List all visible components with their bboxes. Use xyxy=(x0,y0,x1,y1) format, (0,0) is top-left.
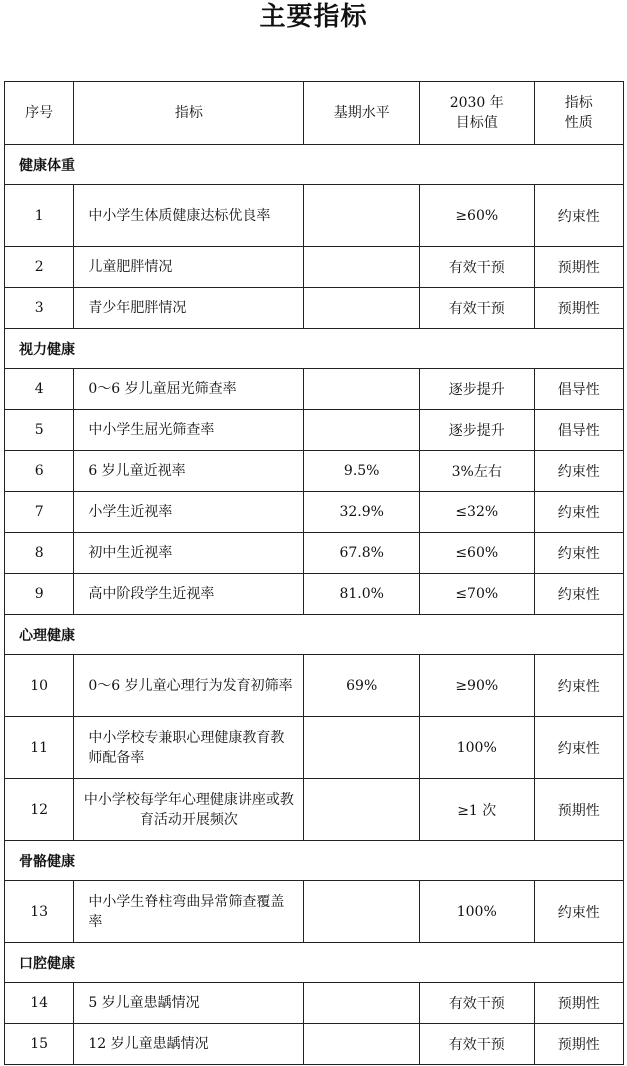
section-row xyxy=(5,145,624,185)
row-baseline: 67.8% xyxy=(304,533,420,574)
row-indicator: 中小学生体质健康达标优良率 xyxy=(74,185,304,247)
header-baseline: 基期水平 xyxy=(304,82,420,145)
row-number: 15 xyxy=(5,1024,74,1065)
row-number: 2 xyxy=(5,247,74,288)
row-baseline: 32.9% xyxy=(304,492,420,533)
header-nature-line1: 指标 xyxy=(564,95,593,111)
row-indicator: 12 岁儿童患龋情况 xyxy=(74,1024,304,1065)
header-target-line2: 目标值 xyxy=(455,115,498,131)
section-row xyxy=(5,841,624,881)
row-target: 100% xyxy=(419,717,534,779)
row-number: 3 xyxy=(5,288,74,329)
section-title: 心理健康 xyxy=(5,615,624,655)
row-number: 7 xyxy=(5,492,74,533)
row-indicator: 高中阶段学生近视率 xyxy=(74,574,304,615)
row-number: 9 xyxy=(5,574,74,615)
table-row xyxy=(5,881,624,943)
row-number: 1 xyxy=(5,185,74,247)
table-row xyxy=(5,779,624,841)
row-target: 有效干预 xyxy=(419,1024,534,1065)
row-number: 4 xyxy=(5,369,74,410)
row-nature: 约束性 xyxy=(534,574,623,615)
table-row xyxy=(5,983,624,1024)
header-nature xyxy=(534,82,623,145)
row-nature: 约束性 xyxy=(534,185,623,247)
table-row xyxy=(5,717,624,779)
row-target: 有效干预 xyxy=(419,983,534,1024)
table-row xyxy=(5,574,624,615)
row-target: 逐步提升 xyxy=(419,369,534,410)
row-baseline xyxy=(304,288,420,329)
row-indicator: 中小学生脊柱弯曲异常筛查覆盖率 xyxy=(74,881,304,943)
row-target: ≤70% xyxy=(419,574,534,615)
row-number: 5 xyxy=(5,410,74,451)
row-number: 8 xyxy=(5,533,74,574)
row-indicator: 0～6 岁儿童屈光筛查率 xyxy=(74,369,304,410)
row-baseline: 9.5% xyxy=(304,451,420,492)
row-baseline: 81.0% xyxy=(304,574,420,615)
table-row xyxy=(5,533,624,574)
row-number: 6 xyxy=(5,451,74,492)
table-row xyxy=(5,369,624,410)
section-title: 口腔健康 xyxy=(5,943,624,983)
row-nature: 约束性 xyxy=(534,492,623,533)
page-title: 主要指标 xyxy=(259,2,368,32)
row-number: 10 xyxy=(5,655,74,717)
row-nature: 约束性 xyxy=(534,655,623,717)
row-target: 3%左右 xyxy=(419,451,534,492)
header-target xyxy=(419,82,534,145)
table-row xyxy=(5,451,624,492)
header-seq: 序号 xyxy=(5,82,74,145)
row-nature: 预期性 xyxy=(534,983,623,1024)
row-target: 逐步提升 xyxy=(419,410,534,451)
row-target: 有效干预 xyxy=(419,288,534,329)
table-row xyxy=(5,247,624,288)
row-target: ≥60% xyxy=(419,185,534,247)
row-indicator: 中小学校每学年心理健康讲座或教育活动开展频次 xyxy=(74,779,304,841)
row-nature: 预期性 xyxy=(534,288,623,329)
row-nature: 预期性 xyxy=(534,1024,623,1065)
row-baseline xyxy=(304,881,420,943)
header-target-line1: 2030 年 xyxy=(449,95,504,111)
row-baseline xyxy=(304,717,420,779)
row-nature: 预期性 xyxy=(534,247,623,288)
row-number: 14 xyxy=(5,983,74,1024)
row-indicator: 小学生近视率 xyxy=(74,492,304,533)
section-row xyxy=(5,943,624,983)
row-indicator: 中小学生屈光筛查率 xyxy=(74,410,304,451)
table-header-row xyxy=(5,82,624,145)
row-nature: 约束性 xyxy=(534,881,623,943)
row-target: 100% xyxy=(419,881,534,943)
row-indicator: 青少年肥胖情况 xyxy=(74,288,304,329)
table-row xyxy=(5,1024,624,1065)
row-baseline xyxy=(304,410,420,451)
row-baseline xyxy=(304,983,420,1024)
row-baseline xyxy=(304,185,420,247)
section-row xyxy=(5,329,624,369)
row-indicator: 6 岁儿童近视率 xyxy=(74,451,304,492)
header-indicator: 指标 xyxy=(74,82,304,145)
row-nature: 约束性 xyxy=(534,717,623,779)
header-nature-line2: 性质 xyxy=(564,115,593,131)
section-title: 健康体重 xyxy=(5,145,624,185)
row-target: ≤32% xyxy=(419,492,534,533)
row-target: ≤60% xyxy=(419,533,534,574)
row-indicator: 0～6 岁儿童心理行为发育初筛率 xyxy=(74,655,304,717)
row-nature: 倡导性 xyxy=(534,410,623,451)
row-target: ≥1 次 xyxy=(419,779,534,841)
section-row xyxy=(5,615,624,655)
row-indicator: 中小学校专兼职心理健康教育教师配备率 xyxy=(74,717,304,779)
row-indicator: 儿童肥胖情况 xyxy=(74,247,304,288)
table-row xyxy=(5,410,624,451)
row-number: 12 xyxy=(5,779,74,841)
row-indicator: 初中生近视率 xyxy=(74,533,304,574)
row-nature: 约束性 xyxy=(534,451,623,492)
row-target: ≥90% xyxy=(419,655,534,717)
table-row xyxy=(5,288,624,329)
row-nature: 倡导性 xyxy=(534,369,623,410)
table-row xyxy=(5,492,624,533)
row-baseline xyxy=(304,247,420,288)
row-indicator: 5 岁儿童患龋情况 xyxy=(74,983,304,1024)
row-target: 有效干预 xyxy=(419,247,534,288)
section-title: 视力健康 xyxy=(5,329,624,369)
row-baseline xyxy=(304,1024,420,1065)
row-number: 11 xyxy=(5,717,74,779)
row-number: 13 xyxy=(5,881,74,943)
row-baseline: 69% xyxy=(304,655,420,717)
table-row xyxy=(5,655,624,717)
row-nature: 预期性 xyxy=(534,779,623,841)
indicators-table xyxy=(4,81,624,1065)
row-nature: 约束性 xyxy=(534,533,623,574)
table-row xyxy=(5,185,624,247)
section-title: 骨骼健康 xyxy=(5,841,624,881)
row-baseline xyxy=(304,779,420,841)
row-baseline xyxy=(304,369,420,410)
